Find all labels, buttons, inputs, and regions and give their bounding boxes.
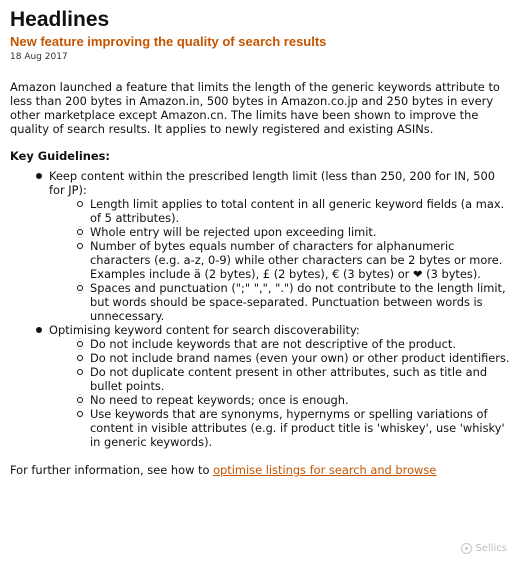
sub-guideline-item: Spaces and punctuation (";" ",", ".") do not contribute to the length limit, but words should be space-separated. Punctuation between words is unnecessary. <box>76 281 510 323</box>
guideline-sublist <box>49 197 510 323</box>
guideline-item <box>35 169 510 323</box>
guideline-item <box>35 323 510 449</box>
sub-guideline-item: Do not include keywords that are not descriptive of the product. <box>76 337 510 351</box>
guideline-text: Keep content within the prescribed length limit (less than 250, 200 for IN, 500 for JP): <box>49 169 495 197</box>
watermark-text: Sellics <box>475 543 507 554</box>
sub-guideline-item: Whole entry will be rejected upon exceeding limit. <box>76 225 510 239</box>
footer-text <box>10 463 510 477</box>
guideline-sublist <box>49 337 510 449</box>
sub-guideline-item: Do not duplicate content present in other attributes, such as title and bullet points. <box>76 365 510 393</box>
sub-guideline-item: Number of bytes equals number of characters for alphanumeric characters (e.g. a-z, 0-9) while other characters can be 2 bytes or more. Examples include ä (2 bytes), £ (2 bytes), € (3 bytes) or ❤ (3 bytes). <box>76 239 510 281</box>
sub-guideline-item: No need to repeat keywords; once is enough. <box>76 393 510 407</box>
sub-guideline-item: Do not include brand names (even your own) or other product identifiers. <box>76 351 510 365</box>
footer-prefix: For further information, see how to <box>10 463 214 477</box>
watermark <box>461 543 507 554</box>
wechat-icon <box>461 543 472 554</box>
guideline-text: Optimising keyword content for search discoverability: <box>49 323 360 337</box>
article-intro: Amazon launched a feature that limits the length of the generic keywords attribute to less than 200 bytes in Amazon.in, 500 bytes in Amazon.co.jp and 250 bytes in every other marketplace except Amazon.cn. The limits have been shown to improve the quality of search results. It applies to newly registered and existing ASINs. <box>10 80 500 136</box>
optimise-listings-link[interactable]: optimise listings for search and browse <box>213 463 437 477</box>
article-subtitle: New feature improving the quality of search results <box>10 34 327 49</box>
article-date: 18 Aug 2017 <box>10 52 68 62</box>
sub-guideline-item: Length limit applies to total content in all generic keyword fields (a max. of 5 attributes). <box>76 197 510 225</box>
page-title: Headlines <box>10 8 110 31</box>
sub-guideline-item: Use keywords that are synonyms, hypernyms or spelling variations of content in visible attributes (e.g. if product title is 'whiskey', use 'whisky' in generic keywords). <box>76 407 510 449</box>
guidelines-heading: Key Guidelines: <box>10 149 110 163</box>
guidelines-list <box>10 169 510 449</box>
